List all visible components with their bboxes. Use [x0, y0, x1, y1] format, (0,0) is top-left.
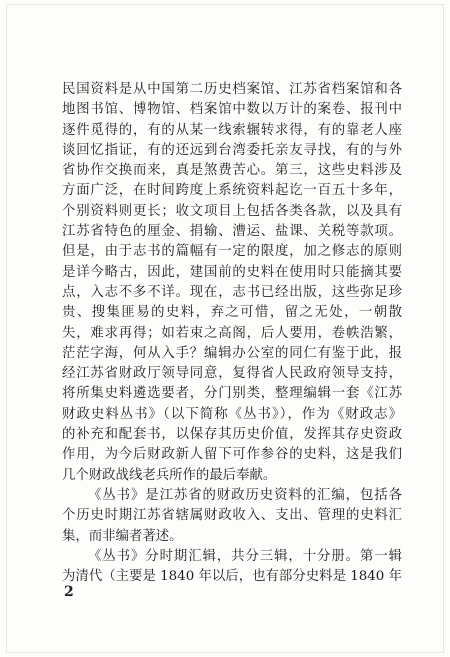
body-text	[62, 80, 402, 587]
text-line: 作用，为今后财政新人留下可作参谷的史料，这是我们	[62, 447, 402, 463]
text-line: 财政史料丛书》（以下简称《丛书》），作为《财政志》	[62, 406, 402, 422]
text-line: 但是，由于志书的篇幅有一定的限度，加之修志的原则	[62, 244, 402, 260]
text-line: 是详今略古，因此，建国前的史料在使用时只能摘其要	[62, 264, 402, 280]
text-line: 茫茫字海，何从入手？编辑办公室的同仁有鉴于此，报	[62, 345, 402, 361]
text-line: 地图书馆、博物馆、档案馆中数以万计的案卷、报刊中	[62, 102, 402, 118]
text-line: 将所集史料遴选要者，分门别类，整理编辑一套《江苏	[62, 386, 402, 402]
page-number: 2	[64, 584, 74, 600]
paragraph-first-line: 《丛书》分时期汇辑，共分三辑，十分册。第一辑	[88, 548, 402, 564]
text-line: 省协作交换而来，真是煞费苦心。第三，这些史料涉及	[62, 163, 402, 179]
text-line: 个历史时期江苏省辖属财政收入、支出、管理的史料汇	[62, 508, 402, 524]
text-line: 个别资料则更长；收文项目上包括各类各款，以及具有	[62, 203, 402, 219]
text-line: 失，难求再得；如若束之高阁，后人要用，卷帙浩繁，	[62, 325, 402, 341]
text-line: 民国资料是从中国第二历史档案馆、江苏省档案馆和各	[62, 82, 402, 97]
text-line: 的补充和配套书，以保存其历史价值，发挥其存史资政	[62, 427, 402, 443]
text-line: 谈回忆指证，有的还远到台湾委托亲友寻找，有的与外	[62, 142, 402, 158]
text-line: 集，而非编者著述。	[62, 528, 183, 544]
text-line: 几个财政战线老兵所作的最后奉献。	[62, 467, 277, 483]
text-line: 逐件觅得的，有的从某一线索辗转求得，有的靠老人座	[62, 122, 402, 138]
text-line: 点，入志不多不详。现在，志书已经出版，这些弥足珍	[62, 284, 402, 300]
text-line: 为清代（主要是 1840 年以后，也有部分史料是 1840 年	[62, 569, 402, 585]
paragraph-first-line: 《丛书》是江苏省的财政历史资料的汇编，包括各	[88, 487, 402, 503]
text-line: 方面广泛，在时间跨度上系统资料起讫一百五十多年，	[62, 183, 402, 199]
text-line: 江苏省特色的厘金、捐输、漕运、盐课、关税等款项。	[62, 224, 402, 240]
text-line: 贵、搜集匪易的史料，弃之可惜，留之无处，一朝散	[62, 305, 402, 321]
text-line: 经江苏省财政厅领导同意，复得省人民政府领导支持，	[62, 366, 402, 382]
